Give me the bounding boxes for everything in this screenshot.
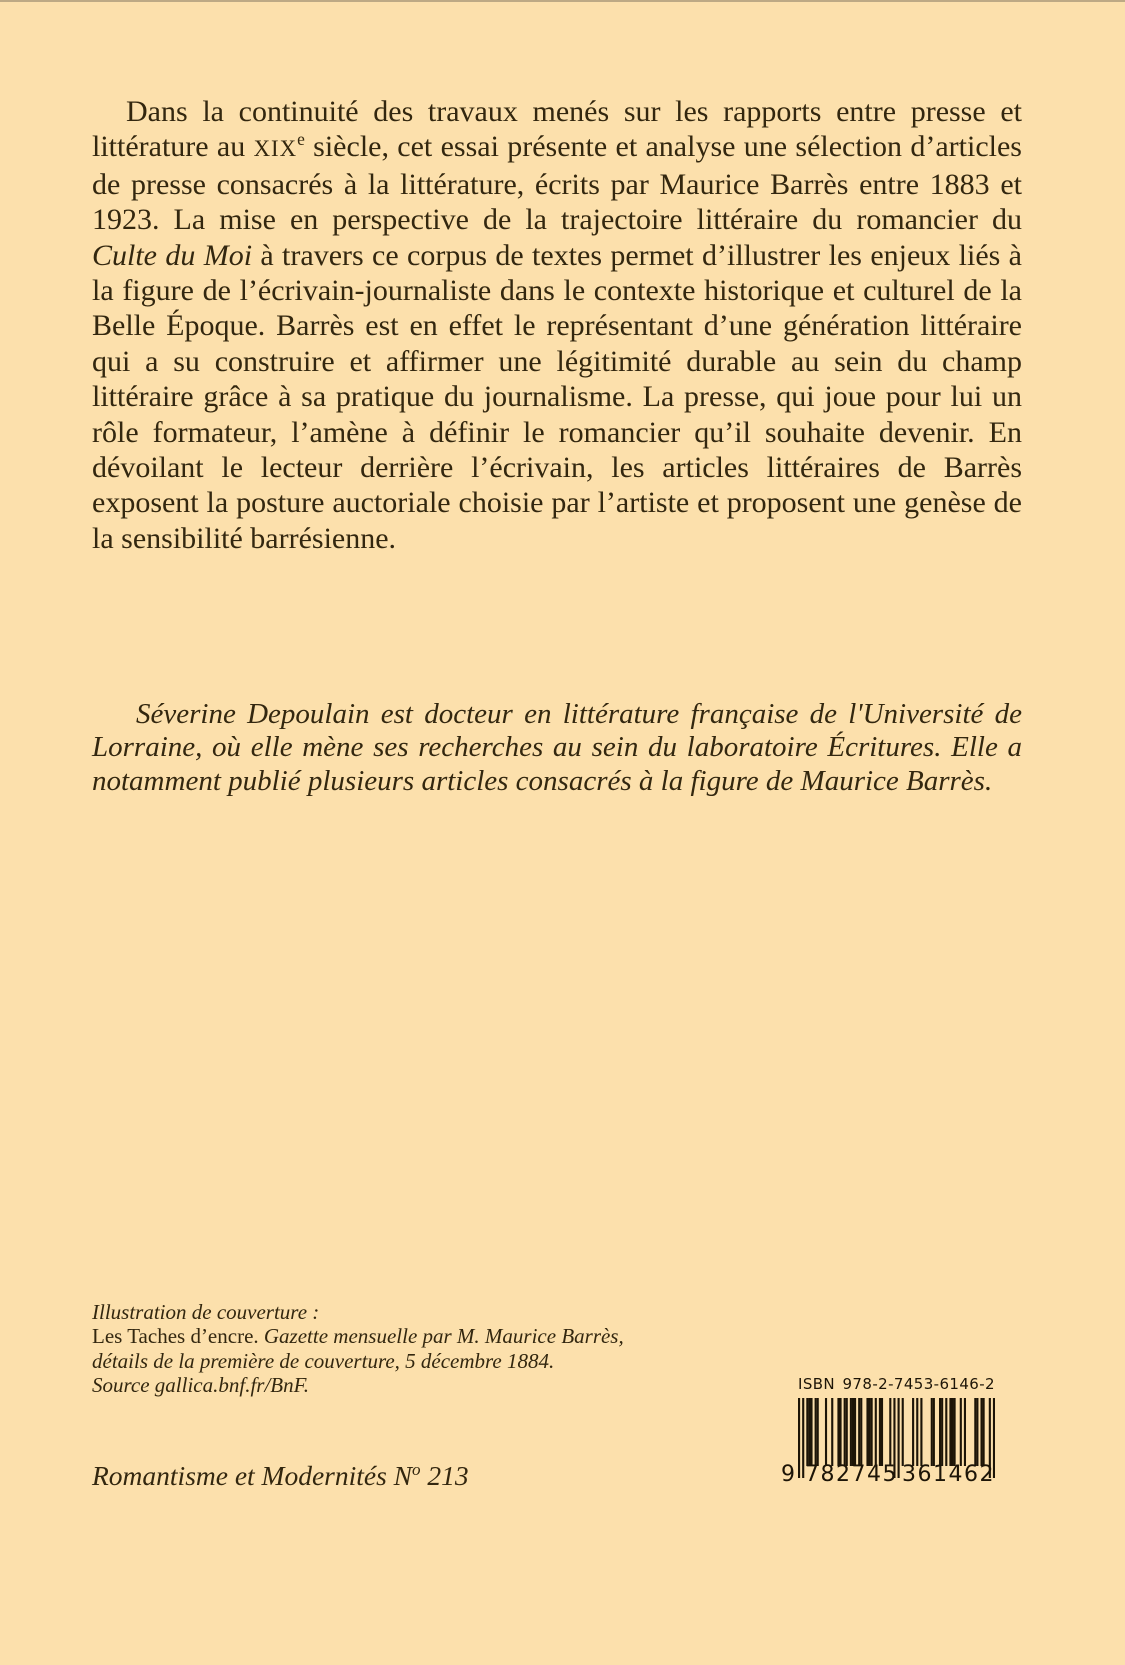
scan-edge bbox=[0, 0, 1125, 2]
barcode-digits bbox=[775, 1462, 1000, 1492]
credits-work-roman: Les Taches d’encre. bbox=[92, 1324, 259, 1349]
synopsis-text-2: siècle, cet essai présente et analyse une sélection d’articles de presse consacrés à la littérature, écrits par Maurice Barrès entre 1883 et 1923. La mise en perspective de la trajectoire littéraire du romancier du bbox=[92, 130, 1022, 237]
synopsis-paragraph bbox=[92, 94, 1022, 556]
series-number: 213 bbox=[420, 1460, 469, 1491]
barcode-digit-first: 9 bbox=[781, 1462, 795, 1487]
barcode-digits-left: 782745 bbox=[805, 1462, 898, 1487]
century-superscript: e bbox=[297, 129, 305, 150]
isbn-number: 978-2-7453-6146-2 bbox=[842, 1375, 995, 1393]
credits-work-italic: Gazette mensuelle par M. Maurice Barrès, bbox=[258, 1324, 624, 1349]
synopsis-text-3: à travers ce corpus de textes permet d’illustrer les enjeux liés à la figure de l’écrivain-journaliste dans le contexte historique et culturel de la Belle Époque. Barrès est en effet le représentant d’une génération littéraire qui a su construire et affirmer une légitimité durable au sein du champ littéraire grâce à sa pratique du journalisme. La presse, qui joue pour lui un rôle formateur, l’amène à définir le romancier qu’il souhaite devenir. En dévoilant le lecteur derrière l’écrivain, les articles littéraires de Barrès exposent la posture auctoriale choisie par l’artiste et proposent une genèse de la sensibilité barrésienne. bbox=[92, 238, 1022, 555]
cover-illustration-credits bbox=[92, 1300, 792, 1397]
synopsis-text-1: Dans la continuité des travaux menés sur les rapports entre presse et littérature au bbox=[92, 95, 1022, 164]
credits-work-line bbox=[92, 1324, 792, 1348]
credits-detail-line: détails de la première de couverture, 5 décembre 1884. bbox=[92, 1348, 555, 1373]
credits-source-line: Source gallica.bnf.fr/BnF. bbox=[92, 1372, 309, 1397]
author-bio: Séverine Depoulain est docteur en littérature française de l'Université de Lorraine, où elle mène ses recherches au sein du laboratoire Écritures. Elle a notamment publié plusieurs articles consacrés à la figure de Maurice Barrès. bbox=[92, 698, 1022, 797]
series-label bbox=[92, 1460, 469, 1492]
series-name: Romantisme et Modernités N bbox=[92, 1460, 413, 1491]
credits-heading: Illustration de couverture : bbox=[92, 1300, 320, 1324]
series-superscript: o bbox=[412, 1459, 421, 1479]
work-title: Culte du Moi bbox=[92, 238, 253, 272]
isbn-barcode-block bbox=[775, 1372, 1000, 1496]
isbn-label: ISBN bbox=[798, 1375, 836, 1393]
century-numeral: XIX bbox=[253, 136, 298, 162]
isbn-label-line bbox=[798, 1375, 995, 1393]
barcode-digits-right: 361462 bbox=[902, 1462, 995, 1487]
